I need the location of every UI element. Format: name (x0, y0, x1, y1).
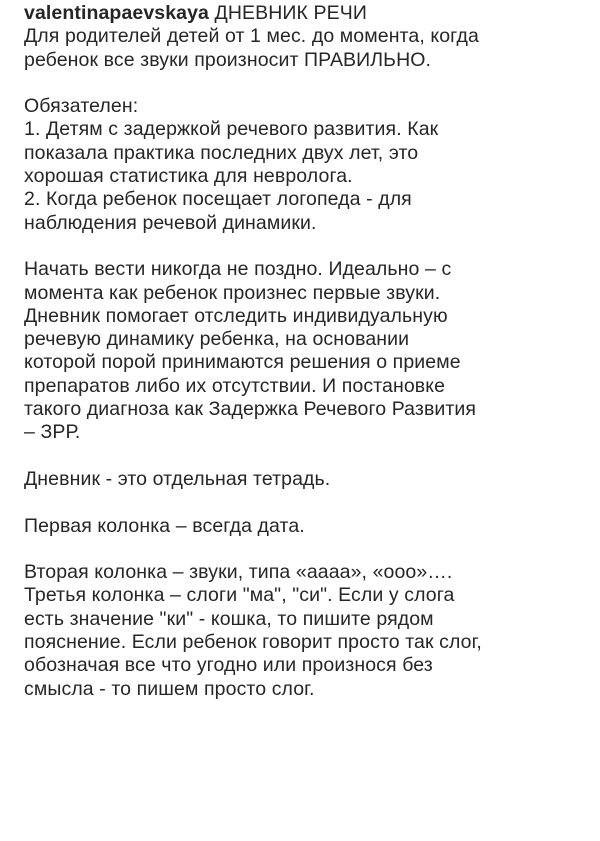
caption-line: Обязателен: (24, 95, 139, 118)
caption-line: Третья колонка – слоги "ма", "си". Если у слога (24, 584, 455, 607)
caption-line: – ЗРР. (24, 421, 81, 444)
post-caption (24, 2, 584, 701)
caption-line: ребенок все звуки произносит ПРАВИЛЬНО. (24, 48, 432, 71)
paragraph-gap (24, 72, 584, 95)
caption-line: 2. Когда ребенок посещает логопеда - для (24, 188, 412, 211)
caption-line: препаратов либо их отсутствии. И постановке (24, 374, 446, 397)
caption-line: обозначая все что угодно или произнося без (24, 654, 433, 677)
caption-line: момента как ребенок произнес первые звуки. (24, 281, 441, 304)
paragraph-gap (24, 445, 584, 468)
caption-header (24, 2, 584, 25)
paragraph-gap (24, 491, 584, 514)
caption-line: пояснение. Если ребенок говорит просто так слог, (24, 631, 482, 654)
username-link[interactable]: valentinapaevskaya (24, 2, 210, 24)
caption-line: есть значение "ки" - кошка, то пишите рядом (24, 607, 434, 630)
caption-line: речевую динамику ребенка, на основании (24, 328, 410, 351)
caption-line: Дневник - это отдельная тетрадь. (24, 467, 331, 490)
caption-line: Для родителей детей от 1 мес. до момента, когда (24, 25, 479, 48)
caption-line: такого диагноза как Задержка Речевого Развития (24, 398, 477, 421)
caption-line: показала практика последних двух лет, это (24, 141, 419, 164)
caption-line: 1. Детям с задержкой речевого развития. Как (24, 118, 439, 141)
caption-line: хорошая статистика для невролога. (24, 165, 353, 188)
caption-line: смысла - то пишем просто слог. (24, 677, 315, 700)
caption-line: Начать вести никогда не поздно. Идеально – с (24, 258, 452, 281)
caption-line: которой порой принимаются решения о приеме (24, 351, 461, 374)
caption-line: Вторая колонка – звуки, типа «аааа», «ооо»…. (24, 561, 453, 584)
caption-line: Дневник помогает отследить индивидуальную (24, 304, 448, 327)
caption-line: Первая колонка – всегда дата. (24, 514, 305, 537)
paragraph-gap (24, 538, 584, 561)
caption-line: наблюдения речевой динамики. (24, 211, 317, 234)
caption-title: ДНЕВНИК РЕЧИ (209, 2, 367, 24)
paragraph-gap (24, 235, 584, 258)
